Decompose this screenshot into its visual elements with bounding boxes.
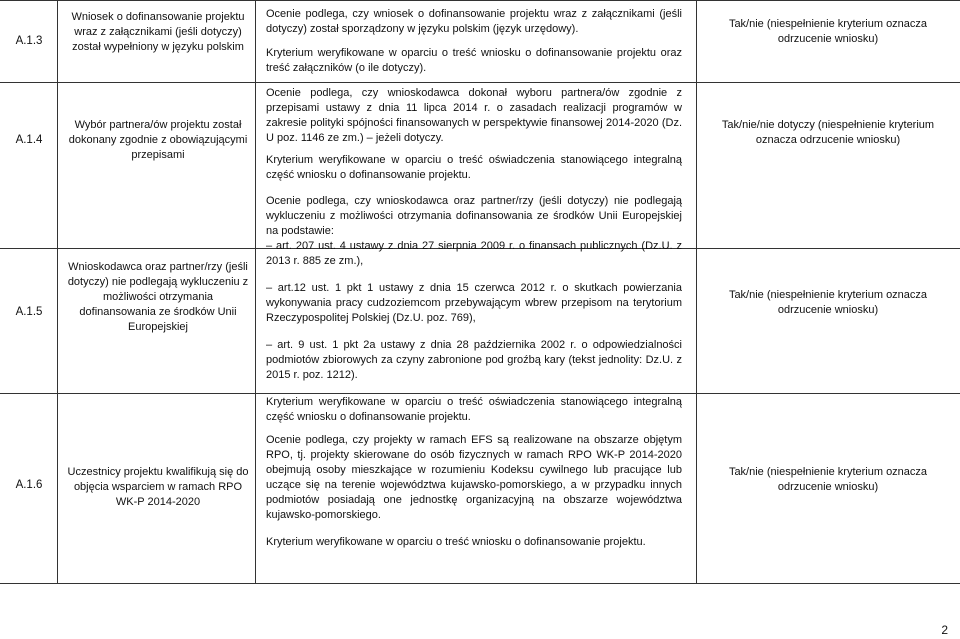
criterion-name: Uczestnicy projektu kwalifikują się do objęcia wsparciem w ramach RPO WK-P 2014-2020 bbox=[67, 466, 249, 508]
column-border bbox=[696, 0, 697, 583]
description-paragraph: Kryterium weryfikowane w oparciu o treść wniosku o dofinansowanie projektu oraz treść załączników (o ile dotyczy). bbox=[266, 47, 682, 74]
row-id: A.1.3 bbox=[15, 35, 43, 47]
criterion-name: Wnioskodawca oraz partner/rzy (jeśli dotyczy) nie podlegają wykluczeniu z możliwości otrzymania dofinansowania ze środków Unii Europejskiej bbox=[67, 261, 249, 333]
description-paragraph: – art. 207 ust. 4 ustawy z dnia 27 sierpnia 2009 r. o finansach publicznych (Dz.U. z 2013 r. 885 ze zm.), bbox=[266, 240, 682, 267]
criterion-name: Wniosek o dofinansowanie projektu wraz z załącznikami (jeśli dotyczy) został wypełniony w języku polskim bbox=[71, 11, 245, 53]
description-paragraph: Ocenie podlega, czy wnioskodawca oraz partner/rzy (jeśli dotyczy) nie podlegają wykluczeniu z możliwości otrzymania dofinansowania ze środków Unii Europejskiej na podstawie: bbox=[266, 195, 682, 237]
description-paragraph: Kryterium weryfikowane w oparciu o treść oświadczenia stanowiącego integralną część wniosku o dofinansowanie projektu. bbox=[266, 154, 682, 181]
description-paragraph: Ocenie podlega, czy wnioskodawca dokonał wyboru partnera/ów zgodnie z przepisami ustawy z dnia 11 lipca 2014 r. o zasadach realizacji programów w zakresie polityki spójności finansowanych w perspektywie finansowej 2014-2020 (Dz. U poz. 1146 ze zm.) – jeżeli dotyczy. bbox=[266, 87, 682, 144]
criterion-name: Wybór partnera/ów projektu został dokonany zgodnie z obowiązującymi przepisami bbox=[68, 119, 248, 161]
description-paragraph: Kryterium weryfikowane w oparciu o treść wniosku o dofinansowanie projektu. bbox=[266, 536, 646, 548]
row-id: A.1.5 bbox=[15, 306, 43, 318]
criterion-description bbox=[266, 86, 682, 183]
page-number: 2 bbox=[941, 623, 948, 637]
column-border bbox=[255, 0, 256, 583]
description-paragraph: Ocenie podlega, czy wniosek o dofinansowanie projektu wraz z załącznikami (jeśli dotyczy) został sporządzony w języku polskim (język urzędowy). bbox=[266, 8, 682, 35]
description-paragraph: Kryterium weryfikowane w oparciu o treść oświadczenia stanowiącego integralną część wniosku o dofinansowanie projektu. bbox=[266, 396, 682, 423]
criterion-description bbox=[266, 194, 682, 425]
description-paragraph: – art.12 ust. 1 pkt 1 ustawy z dnia 15 czerwca 2012 r. o skutkach powierzania wykonywania pracy cudzoziemcom przebywającym wbrew przepisom na terytorium Rzeczypospolitej Polskiej (Dz.U. poz. 769), bbox=[266, 282, 682, 324]
row-id: A.1.4 bbox=[15, 134, 43, 146]
row-id: A.1.6 bbox=[15, 479, 43, 491]
criterion-description bbox=[266, 433, 682, 550]
description-paragraph: – art. 9 ust. 1 pkt 2a ustawy z dnia 28 października 2002 r. o odpowiedzialności podmiotów zbiorowych za czyny zabronione pod groźbą kary (tekst jednolity: Dz.U. z 2015 r. poz. 1212). bbox=[266, 339, 682, 381]
assessment-value: Tak/nie/nie dotyczy (niespełnienie kryterium oznacza odrzucenie wniosku) bbox=[721, 119, 935, 146]
row-border bbox=[0, 0, 960, 1]
column-border bbox=[57, 0, 58, 583]
row-border bbox=[0, 583, 960, 584]
description-paragraph: Ocenie podlega, czy projekty w ramach EFS są realizowane na obszarze objętym RPO, tj. projekty skierowane do osób fizycznych w ramach RPO WK-P 2014-2020 obejmują osoby mieszkające w rozumieniu Kodeksu cywilnego lub pracujące lub uczące się na terenie województwa kujawsko-pomorskiego, a w przypadku innych podmiotów posiadają one jednostkę organizacyjną na obszarze województwa kujawsko-pomorskiego. bbox=[266, 434, 682, 521]
criterion-description bbox=[266, 7, 682, 76]
assessment-value: Tak/nie (niespełnienie kryterium oznacza odrzucenie wniosku) bbox=[728, 289, 928, 316]
row-border bbox=[0, 82, 960, 83]
assessment-value: Tak/nie (niespełnienie kryterium oznacza odrzucenie wniosku) bbox=[728, 466, 928, 493]
assessment-value: Tak/nie (niespełnienie kryterium oznacza odrzucenie wniosku) bbox=[728, 18, 928, 45]
